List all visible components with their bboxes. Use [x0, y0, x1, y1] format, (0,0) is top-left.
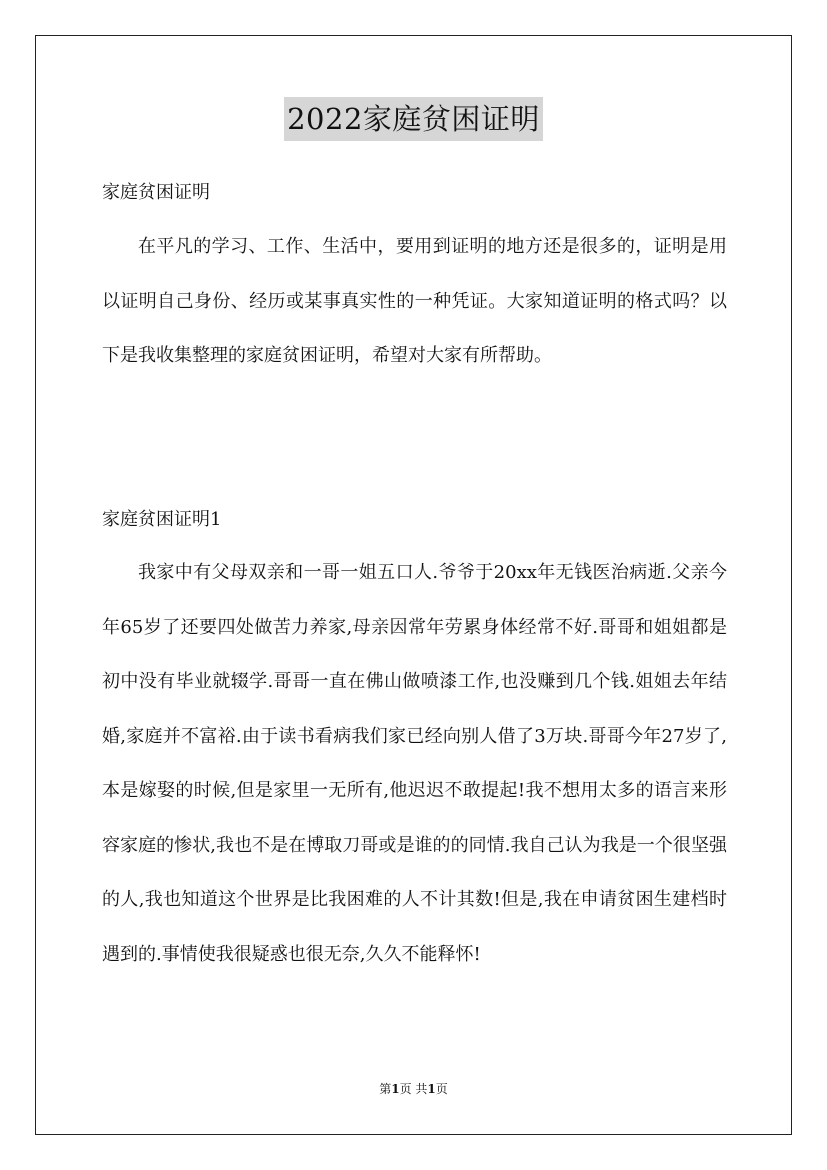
footer-mid: 页 共 — [399, 1082, 428, 1096]
document-title: 2022家庭贫困证明 — [284, 97, 543, 141]
footer-suffix: 页 — [435, 1082, 448, 1096]
footer-current-page: 1 — [391, 1082, 400, 1096]
title-container — [0, 97, 827, 141]
page-footer — [0, 1080, 827, 1098]
section1-paragraph: 我家中有父母双亲和一哥一姐五口人.爷爷于20xx年无钱医治病逝.父亲今年65岁了还要四处做苦力养家,母亲因常年劳累身体经常不好.哥哥和姐姐都是初中没有毕业就辍学.哥哥一直在佛山做喷漆工作,也没赚到几个钱.姐姐去年结婚,家庭并不富裕.由于读书看病我们家已经向别人借了3万块.哥哥今年27岁了,本是嫁娶的时候,但是家里一无所有,他迟迟不敢提起!我不想用太多的语言来形容家庭的惨状,我也不是在博取刀哥或是谁的的同情.我自己认为我是一个很坚强的人,我也知道这个世界是比我困难的人不计其数!但是,我在申请贫困生建档时遇到的.事情使我很疑惑也很无奈,久久不能释怀! — [102, 562, 727, 965]
footer-prefix: 第 — [379, 1082, 392, 1096]
section1-heading: 家庭贫困证明1 — [102, 509, 222, 530]
footer-total-pages: 1 — [427, 1082, 436, 1096]
intro-heading: 家庭贫困证明 — [102, 182, 210, 203]
intro-paragraph: 在平凡的学习、工作、生活中，要用到证明的地方还是很多的，证明是用以证明自己身份、经历或某事真实性的一种凭证。大家知道证明的格式吗？以下是我收集整理的家庭贫困证明，希望对大家有所帮助。 — [102, 236, 727, 366]
